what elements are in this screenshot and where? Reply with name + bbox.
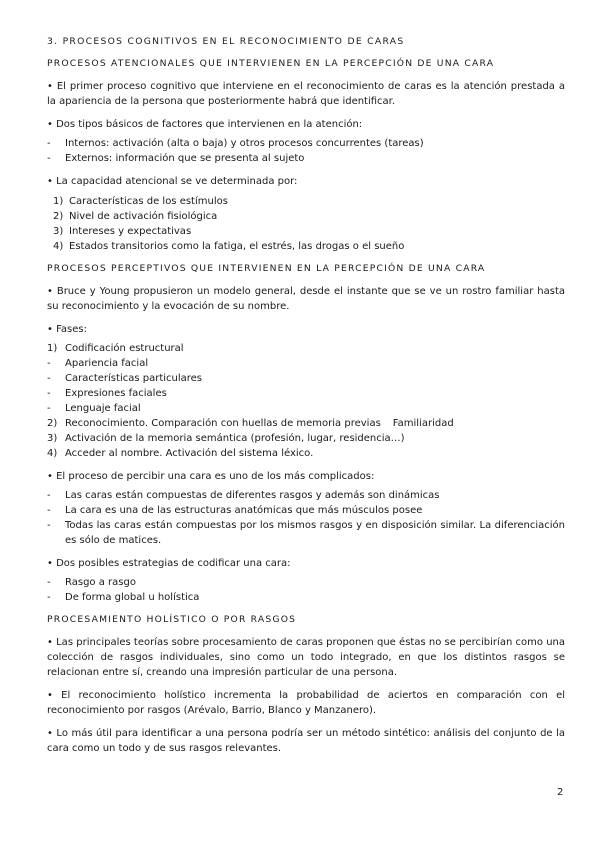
paragraph: • El primer proceso cognitivo que interviene en el reconocimiento de caras es la atención prestada a la apariencia de la persona que posteriormente habrá que identificar. [47,81,565,107]
list-item: - Internos: activación (alta o baja) y otros procesos concurrentes (tareas) [47,138,424,149]
paragraph: • Dos posibles estrategias de codificar una cara: [47,558,291,569]
paragraph: • Las principales teorías sobre procesamiento de caras proponen que éstas no se percibirían como una colección de rasgos individuales, sino como un todo integrado, en que los distintos rasgos se relacionan entre sí, creando una impresión particular de una persona. [47,637,565,678]
strategy-list [47,575,565,605]
list-item: 4) Acceder al nombre. Activación del sistema léxico. [47,448,314,459]
complexity-list [47,488,565,548]
section-heading-attention: PROCESOS ATENCIONALES QUE INTERVIENEN EN LA PERCEPCIÓN DE UNA CARA [47,58,495,69]
list-item: 2) Reconocimiento. Comparación con huellas de memoria previas Familiaridad [47,418,454,429]
paragraph: • La capacidad atencional se ve determinada por: [47,176,298,187]
list-item: 1) Codificación estructural [47,343,184,354]
list-item: 3) Activación de la memoria semántica (profesión, lugar, residencia…) [47,433,405,444]
list-item: - Las caras están compuestas de diferentes rasgos y además son dinámicas [47,490,440,501]
list-item: 1) Características de los estímulos [53,196,228,207]
section-heading-holistic: PROCESAMIENTO HOLÍSTICO O POR RASGOS [47,614,297,625]
paragraph: • El reconocimiento holístico incrementa la probabilidad de aciertos en comparación con el reconocimiento por rasgos (Arévalo, Barrio, Blanco y Manzanero). [47,690,565,716]
list-item: - Lenguaje facial [47,403,141,414]
page-title: 3. PROCESOS COGNITIVOS EN EL RECONOCIMIENTO DE CARAS [47,36,405,47]
page-number: 2 [557,787,564,798]
determinant-list [47,194,565,254]
paragraph: • Bruce y Young propusieron un modelo general, desde el instante que se ve un rostro familiar hasta su reconocimiento y la evocación de su nombre. [47,286,565,312]
paragraph: • El proceso de percibir una cara es uno de los más complicados: [47,471,375,482]
phase-list [47,341,565,461]
familiarity-label: Familiaridad [392,418,454,429]
list-item: - De forma global u holística [47,592,200,603]
section-heading-perception: PROCESOS PERCEPTIVOS QUE INTERVIENEN EN LA PERCEPCIÓN DE UNA CARA [47,263,486,274]
factor-list [47,136,565,166]
list-item: - Características particulares [47,373,203,384]
list-item: - La cara es una de las estructuras anatómicas que más músculos posee [47,505,423,516]
list-item: 4) Estados transitorios como la fatiga, el estrés, las drogas o el sueño [53,241,405,252]
list-item: - Expresiones faciales [47,388,167,399]
list-item: - Rasgo a rasgo [47,577,136,588]
document-page [47,36,565,764]
list-item: - Todas las caras están compuestas por los mismos rasgos y en disposición similar. La diferenciación es sólo de matices. [47,520,565,546]
list-item: 3) Intereses y expectativas [53,226,192,237]
paragraph: • Dos tipos básicos de factores que intervienen en la atención: [47,119,363,130]
list-item: - Apariencia facial [47,358,149,369]
paragraph: • Lo más útil para identificar a una persona podría ser un método sintético: análisis del conjunto de la cara como un todo y de sus rasgos relevantes. [47,728,565,754]
list-item: 2) Nivel de activación fisiológica [53,211,218,222]
list-item: - Externos: información que se presenta al sujeto [47,153,305,164]
paragraph: • Fases: [47,324,87,335]
